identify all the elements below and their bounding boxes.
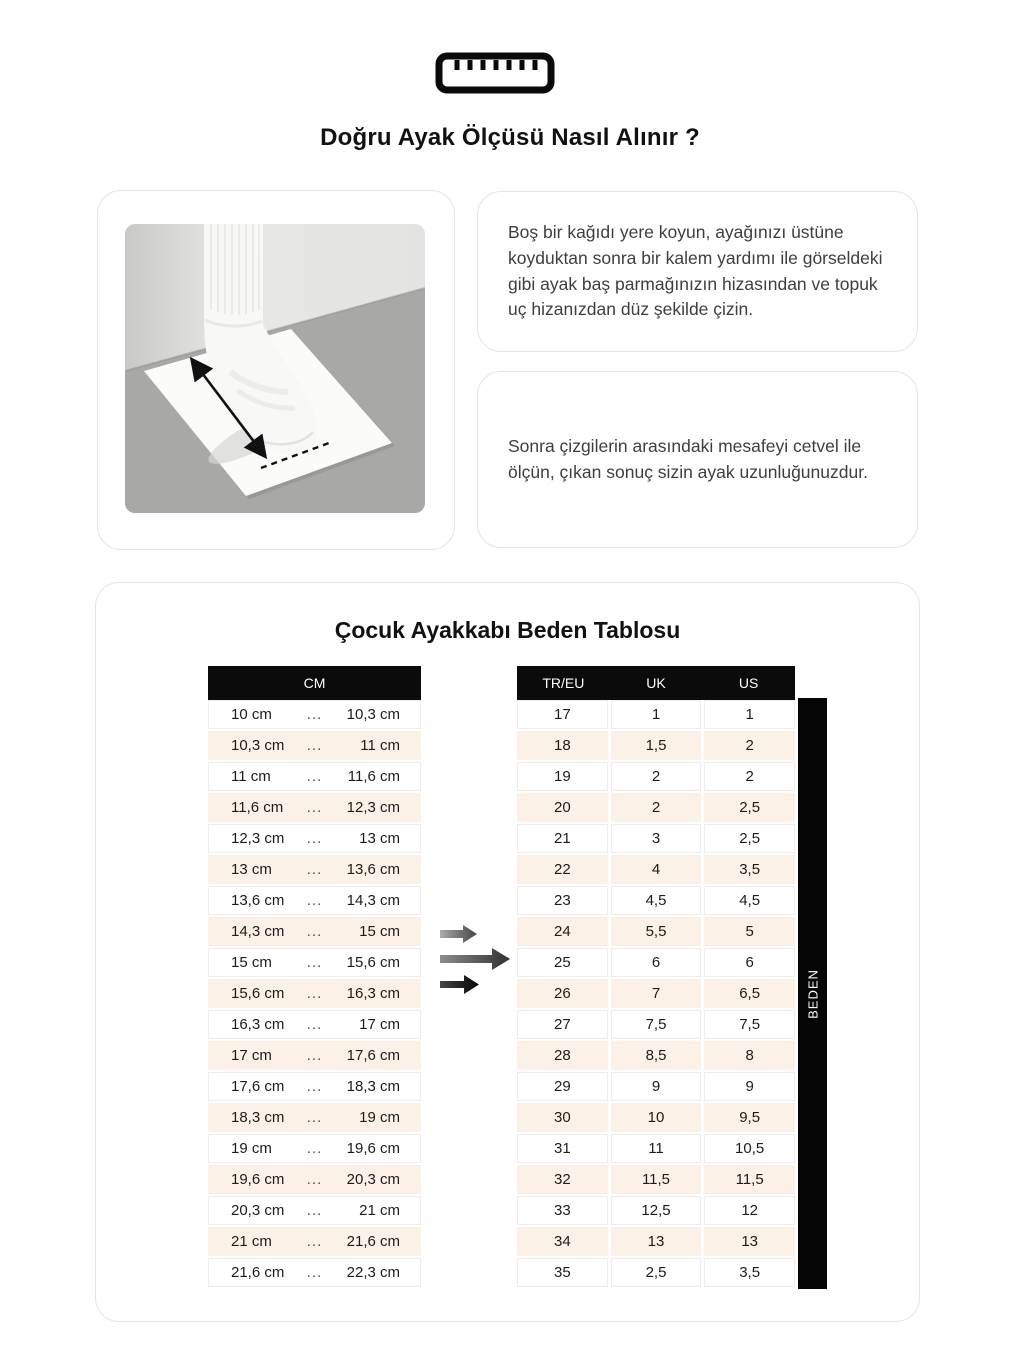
range-dots: ... [306, 985, 323, 1002]
size-table-card [95, 582, 920, 1322]
us-value: 9 [704, 1072, 795, 1101]
cm-table-row [208, 824, 421, 853]
page-title: Doğru Ayak Ölçüsü Nasıl Alınır ? [320, 124, 700, 151]
tr-eu-value: 24 [517, 917, 608, 946]
ruler-icon [435, 52, 555, 94]
size-table-row [517, 731, 795, 760]
us-value: 2,5 [704, 793, 795, 822]
size-table-row [517, 948, 795, 977]
us-value: 9,5 [704, 1103, 795, 1132]
range-dots: ... [306, 1140, 323, 1157]
cm-from-value: 21 cm [231, 1233, 272, 1250]
cm-to-value: 14,3 cm [346, 892, 400, 909]
tr-eu-value: 33 [517, 1196, 608, 1225]
tr-eu-value: 25 [517, 948, 608, 977]
cm-to-value: 15 cm [359, 923, 400, 940]
size-table-row [517, 855, 795, 884]
range-dots: ... [306, 892, 323, 909]
cm-from-value: 12,3 cm [231, 830, 285, 847]
range-dots: ... [306, 1264, 323, 1281]
us-value: 6,5 [704, 979, 795, 1008]
us-value: 1 [704, 700, 795, 729]
tr-eu-value: 35 [517, 1258, 608, 1287]
size-table-row [517, 917, 795, 946]
instruction-card-2 [477, 371, 918, 548]
header-tr-eu: TR/EU [542, 675, 585, 691]
us-value: 3,5 [704, 1258, 795, 1287]
us-value: 3,5 [704, 855, 795, 884]
cm-to-value: 21,6 cm [346, 1233, 400, 1250]
uk-value: 3 [611, 824, 702, 853]
instruction-step2-text: Sonra çizgilerin arasındaki mesafeyi cetvel ile ölçün, çıkan sonuç sizin ayak uzunluğunuzdur. [508, 435, 868, 482]
cm-table-row [208, 1196, 421, 1225]
size-table-row [517, 1072, 795, 1101]
uk-value: 1 [611, 700, 702, 729]
cm-table-row [208, 855, 421, 884]
uk-value: 11 [611, 1134, 702, 1163]
instruction-step1-text: Boş bir kağıdı yere koyun, ayağınızı üstüne koyduktan sonra bir kalem yardımı ile görseldeki gibi ayak baş parmağınızın hizasından ve topuk uç hizanızdan düz şekilde çizin. [508, 222, 883, 320]
size-table-title: Çocuk Ayakkabı Beden Tablosu [334, 617, 681, 643]
cm-table-row [208, 1072, 421, 1101]
uk-value: 10 [611, 1103, 702, 1132]
cm-table-row [208, 948, 421, 977]
cm-to-value: 15,6 cm [346, 954, 400, 971]
range-dots: ... [306, 706, 323, 723]
cm-to-value: 10,3 cm [346, 706, 400, 723]
range-dots: ... [306, 923, 323, 940]
uk-value: 2,5 [611, 1258, 702, 1287]
cm-from-value: 18,3 cm [231, 1109, 285, 1126]
tr-eu-value: 20 [517, 793, 608, 822]
cm-to-value: 18,3 cm [346, 1078, 400, 1095]
uk-value: 1,5 [611, 731, 702, 760]
cm-from-value: 19,6 cm [231, 1171, 285, 1188]
cm-to-value: 11,6 cm [347, 768, 400, 785]
range-dots: ... [306, 1078, 323, 1095]
range-dots: ... [306, 1202, 323, 1219]
size-table-row [517, 700, 795, 729]
cm-from-value: 17 cm [231, 1047, 272, 1064]
tr-eu-value: 27 [517, 1010, 608, 1039]
us-value: 11,5 [704, 1165, 795, 1194]
foot-measurement-photo [125, 224, 425, 513]
size-table-row [517, 1227, 795, 1256]
range-dots: ... [306, 954, 323, 971]
header-uk: UK [646, 675, 666, 691]
cm-to-value: 22,3 cm [346, 1264, 400, 1281]
cm-from-value: 17,6 cm [231, 1078, 285, 1095]
cm-from-value: 20,3 cm [231, 1202, 285, 1219]
size-table-row [517, 1258, 795, 1287]
cm-from-value: 11 cm [231, 768, 271, 785]
tr-eu-value: 26 [517, 979, 608, 1008]
uk-value: 6 [611, 948, 702, 977]
us-value: 2 [704, 762, 795, 791]
cm-to-value: 12,3 cm [346, 799, 400, 816]
cm-table-row [208, 1103, 421, 1132]
cm-from-value: 10,3 cm [231, 737, 285, 754]
cm-to-value: 11 cm [360, 737, 400, 754]
size-table-row [517, 979, 795, 1008]
us-value: 7,5 [704, 1010, 795, 1039]
size-table-row [517, 793, 795, 822]
uk-value: 9 [611, 1072, 702, 1101]
us-value: 4,5 [704, 886, 795, 915]
uk-value: 2 [611, 762, 702, 791]
range-dots: ... [306, 768, 323, 785]
cm-to-value: 16,3 cm [346, 985, 400, 1002]
cm-from-value: 10 cm [231, 706, 272, 723]
us-value: 8 [704, 1041, 795, 1070]
cm-table-row [208, 1165, 421, 1194]
cm-from-value: 11,6 cm [231, 799, 284, 816]
cm-from-value: 15 cm [231, 954, 272, 971]
cm-from-value: 13 cm [231, 861, 272, 878]
size-table-body [517, 700, 795, 1289]
cm-table-row [208, 1010, 421, 1039]
range-dots: ... [306, 830, 323, 847]
us-value: 5 [704, 917, 795, 946]
beden-label: BEDEN [805, 968, 820, 1019]
conversion-arrows-icon [439, 921, 511, 995]
cm-from-value: 14,3 cm [231, 923, 285, 940]
cm-from-value: 15,6 cm [231, 985, 285, 1002]
cm-from-value: 13,6 cm [231, 892, 285, 909]
cm-table-row [208, 1258, 421, 1287]
cm-header-label: CM [303, 675, 326, 691]
size-table-row [517, 824, 795, 853]
us-value: 13 [704, 1227, 795, 1256]
uk-value: 5,5 [611, 917, 702, 946]
tr-eu-value: 28 [517, 1041, 608, 1070]
cm-from-value: 16,3 cm [231, 1016, 285, 1033]
cm-table-row [208, 1227, 421, 1256]
tr-eu-value: 31 [517, 1134, 608, 1163]
cm-from-value: 21,6 cm [231, 1264, 285, 1281]
size-table-row [517, 1165, 795, 1194]
cm-to-value: 13,6 cm [346, 861, 400, 878]
range-dots: ... [306, 861, 323, 878]
us-value: 12 [704, 1196, 795, 1225]
instruction-card-1 [477, 191, 918, 352]
size-table-row [517, 886, 795, 915]
uk-value: 7 [611, 979, 702, 1008]
cm-table-row [208, 1041, 421, 1070]
us-value: 10,5 [704, 1134, 795, 1163]
beden-side-bar [798, 698, 827, 1289]
size-table-row [517, 1103, 795, 1132]
tr-eu-value: 21 [517, 824, 608, 853]
size-table-row [517, 1010, 795, 1039]
cm-table-row [208, 886, 421, 915]
cm-to-value: 19 cm [359, 1109, 400, 1126]
cm-table-row [208, 731, 421, 760]
tr-eu-value: 19 [517, 762, 608, 791]
range-dots: ... [306, 1233, 323, 1250]
uk-value: 4 [611, 855, 702, 884]
us-value: 2,5 [704, 824, 795, 853]
size-table-row [517, 1196, 795, 1225]
range-dots: ... [306, 1171, 323, 1188]
uk-value: 11,5 [611, 1165, 702, 1194]
cm-table-row [208, 700, 421, 729]
cm-to-value: 19,6 cm [346, 1140, 400, 1157]
tr-eu-value: 22 [517, 855, 608, 884]
cm-table-row [208, 1134, 421, 1163]
uk-value: 13 [611, 1227, 702, 1256]
uk-value: 12,5 [611, 1196, 702, 1225]
cm-to-value: 20,3 cm [346, 1171, 400, 1188]
cm-table-row [208, 979, 421, 1008]
cm-table-header [208, 666, 421, 700]
range-dots: ... [306, 737, 323, 754]
size-table-row [517, 1134, 795, 1163]
us-value: 6 [704, 948, 795, 977]
range-dots: ... [306, 1016, 323, 1033]
cm-to-value: 17 cm [359, 1016, 400, 1033]
cm-to-value: 13 cm [359, 830, 400, 847]
cm-to-value: 17,6 cm [346, 1047, 400, 1064]
measurement-photo-card [97, 190, 455, 550]
cm-from-value: 19 cm [231, 1140, 272, 1157]
cm-table-row [208, 762, 421, 791]
cm-table-row [208, 917, 421, 946]
uk-value: 4,5 [611, 886, 702, 915]
size-table-row [517, 1041, 795, 1070]
tr-eu-value: 17 [517, 700, 608, 729]
tr-eu-value: 18 [517, 731, 608, 760]
uk-value: 8,5 [611, 1041, 702, 1070]
size-table-header [517, 666, 795, 700]
cm-table-row [208, 793, 421, 822]
header-us: US [738, 675, 759, 691]
tr-eu-value: 30 [517, 1103, 608, 1132]
range-dots: ... [306, 1047, 323, 1064]
tr-eu-value: 32 [517, 1165, 608, 1194]
size-table-row [517, 762, 795, 791]
tr-eu-value: 34 [517, 1227, 608, 1256]
uk-value: 2 [611, 793, 702, 822]
cm-table-body [208, 700, 421, 1289]
range-dots: ... [306, 799, 323, 816]
tr-eu-value: 29 [517, 1072, 608, 1101]
cm-to-value: 21 cm [359, 1202, 400, 1219]
range-dots: ... [306, 1109, 323, 1126]
uk-value: 7,5 [611, 1010, 702, 1039]
tr-eu-value: 23 [517, 886, 608, 915]
us-value: 2 [704, 731, 795, 760]
